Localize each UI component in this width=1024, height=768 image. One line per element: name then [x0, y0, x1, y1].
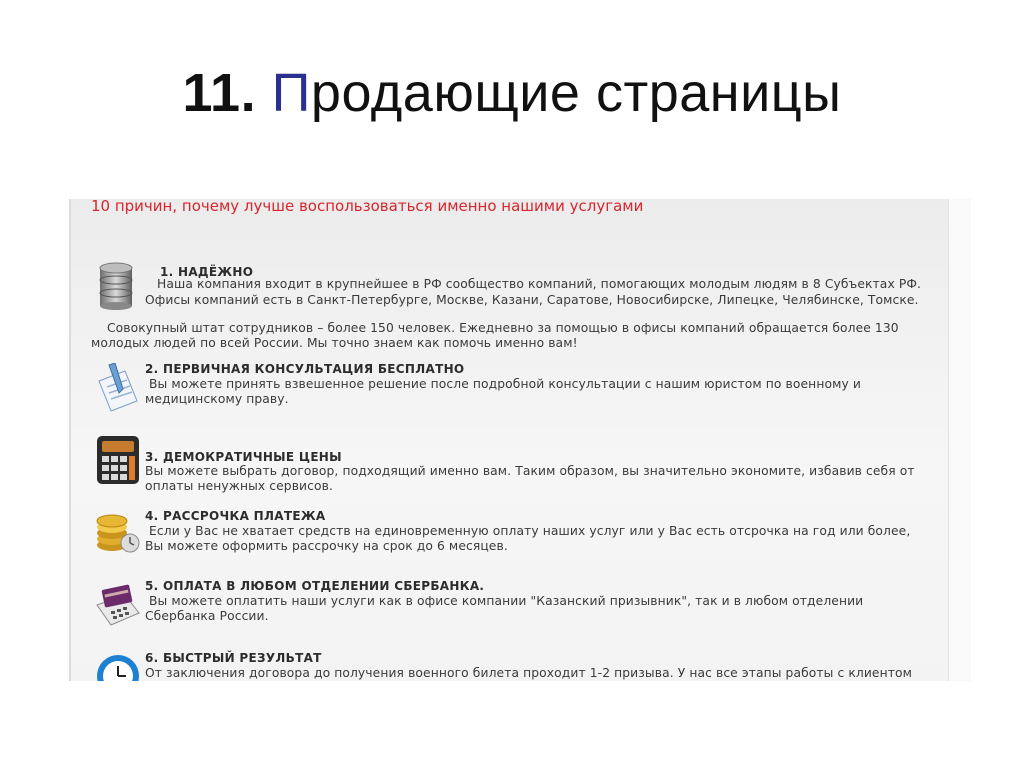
item-4-line: Вы можете оформить рассрочку на срок до 6 месяцев.: [145, 539, 508, 553]
clock-icon: [95, 653, 141, 681]
title-text: родающие страницы: [310, 63, 842, 123]
item-1-line: Наша компания входит в крупнейшее в РФ сообщество компаний, помогающих молодым людям в 8 Субъектах РФ.: [157, 277, 922, 291]
item-4-title: 4. РАССРОЧКА ПЛАТЕЖА: [145, 509, 326, 523]
title-number: 11.: [182, 63, 257, 123]
scrollbar-track[interactable]: [948, 199, 971, 681]
database-icon: [96, 262, 136, 310]
screenshot-left-border: [69, 199, 71, 681]
item-2-line: Вы можете принять взвешенное решение после подробной консультации с нашим юристом по военному и: [149, 377, 861, 391]
item-5-line: Сбербанка России.: [145, 609, 269, 623]
item-3-line: Вы можете выбрать договор, подходящий именно вам. Таким образом, вы значительно экономите, избавив себя от: [145, 464, 915, 478]
item-5-title: 5. ОПЛАТА В ЛЮБОМ ОТДЕЛЕНИИ СБЕРБАНКА.: [145, 579, 485, 593]
item-5-line: Вы можете оплатить наши услуги как в офисе компании "Казанский призывник", так и в любом отделении: [149, 594, 864, 608]
item-3-line: оплаты ненужных сервисов.: [145, 479, 333, 493]
reasons-heading: 10 причин, почему лучше воспользоваться именно нашими услугами: [91, 199, 644, 215]
item-6-line: От заключения договора до получения военного билета проходит 1-2 призыва. У нас все этапы работы с клиентом: [145, 666, 912, 680]
card-payment-icon: [95, 583, 141, 627]
item-1-line: Совокупный штат сотрудников – более 150 человек. Ежедневно за помощью в офисы компаний обращается более 130: [107, 321, 899, 335]
item-2-line: медицинскому праву.: [145, 392, 289, 406]
item-6-title: 6. БЫСТРЫЙ РЕЗУЛЬТАТ: [145, 651, 322, 665]
item-2-title: 2. ПЕРВИЧНАЯ КОНСУЛЬТАЦИЯ БЕСПЛАТНО: [145, 362, 465, 376]
slide-title: [0, 62, 1024, 124]
item-3-title: 3. ДЕМОКРАТИЧНЫЕ ЦЕНЫ: [145, 450, 342, 464]
calculator-icon: [96, 435, 140, 485]
document-pen-icon: [93, 363, 141, 413]
item-4-line: Если у Вас не хватает средств на единовременную оплату наших услуг или у Вас есть отсрочка на год или более,: [149, 524, 911, 538]
title-accent-letter: П: [271, 63, 311, 123]
item-1-line: Офисы компаний есть в Санкт-Петербурге, Москве, Казани, Саратове, Новосибирске, Липецке, Челябинске, Томске.: [145, 293, 919, 307]
item-1-title: 1. НАДЁЖНО: [160, 265, 254, 279]
coins-icon: [94, 507, 142, 555]
item-1-line: молодых людей по всей России. Мы точно знаем как помочь именно вам!: [91, 336, 578, 350]
website-screenshot: [69, 199, 971, 681]
